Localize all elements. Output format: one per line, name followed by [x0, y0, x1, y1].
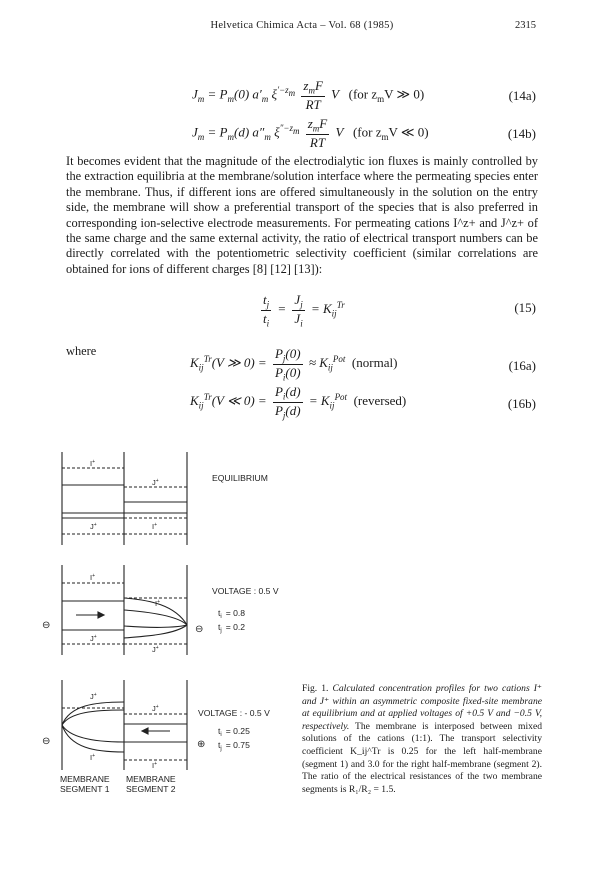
transport-number-tj: $t_j = 0.75$ — [218, 740, 250, 752]
segment2-label: SEGMENT 2 — [126, 784, 176, 794]
segment1-label: SEGMENT 1 — [60, 784, 110, 794]
equation-16b: $K_{ij}^{Tr}(V$ ≪ 0) = $\frac{P_i(d)}{P_j(d)}$ = $K_{ij}^{Pot}$ (reversed) — [190, 384, 407, 421]
ion-label-j: J+ — [90, 634, 97, 643]
figure-caption: Fig. 1. Calculated concentration profiles for two cations I⁺ and J⁺ within an asymmetric composite fixed-site membrane at equilibrium and at applied voltages of +0.5 V and −0.5 V, respectively. The membrane is interposed between mixed solutions of the cations (1:1). The transport selectivity coefficient K_ij^Tr is 0.25 for the left half-membrane (segment 1) and 3.0 for the right half-membrane (segment 2). The ratio of the electrical resistances of the two membrane segments is R₁/R₂ = 1.5. — [302, 683, 542, 795]
page-number: 2315 — [515, 20, 536, 31]
minus-electrode-icon: ⊖ — [42, 736, 51, 747]
segment1-label: MEMBRANE — [60, 774, 110, 784]
minus-electrode-icon: ⊖ — [195, 624, 204, 635]
transport-number-ti: $t_i = 0.25$ — [218, 726, 250, 738]
transport-number-tj: $t_j = 0.2$ — [218, 622, 246, 634]
ion-label-j: J+ — [90, 522, 97, 531]
ion-label-j: J+ — [90, 692, 97, 701]
equation-14b-number: (14b) — [507, 126, 536, 141]
equilibrium-label: EQUILIBRIUM — [212, 473, 268, 483]
body-paragraph: It becomes evident that the magnitude of the electrodialytic ion fluxes is mainly controlled by the extraction equilibria at the membrane/solution interface where the permeating species enter the membrane. Thus, if different ions are offered simultaneously in the solution on the entry side, the membrane will show a preferential transport of the species that is also preferred in corresponding ion-selective electrode measurements. For permeating cations I^z+ and J^z+ of the same charge and the same external activity, the ratio of electrical transport numbers can be directly correlated with the potentiometric selectivity coefficient (similar correlations are obtained for ions of different charges [8] [12] [13]): — [66, 154, 538, 276]
panel-positive-voltage — [62, 565, 187, 655]
ion-label-i: I+ — [90, 573, 96, 582]
equation-15-number: (15) — [514, 300, 536, 315]
ion-label-i: I+ — [90, 753, 96, 762]
minus-electrode-icon: ⊖ — [42, 620, 51, 631]
equation-16a: $K_{ij}^{Tr}(V$ ≫ 0) = $\frac{P_j(0)}{P_i(0)}$ ≈ $K_{ij}^{Pot}$ (normal) — [190, 346, 398, 383]
voltage-label-negative: VOLTAGE : - 0.5 V — [198, 708, 270, 718]
equation-14a: $J_m = P_m(0)$ $a'_m$ $\xi^{'-z_m}$ $\frac{z_mF}{RT}$ V (for $z_mV$ ≫ 0) — [192, 78, 425, 112]
equation-14b: $J_m = P_m(d)$ $a''_m$ $\xi^{''-z_m}$ $\frac{z_mF}{RT}$ V (for $z_mV$ ≪ 0) — [192, 116, 429, 150]
ion-label-i: I+ — [152, 761, 158, 770]
equation-14a-number: (14a) — [508, 88, 536, 103]
running-header: Helvetica Chimica Acta – Vol. 68 (1985) — [210, 20, 394, 31]
where-text: where — [66, 344, 97, 358]
ion-label-i: I+ — [155, 599, 161, 608]
transport-number-ti: $t_i = 0.8$ — [218, 608, 246, 620]
panel-negative-voltage — [62, 680, 187, 770]
segment2-label: MEMBRANE — [126, 774, 176, 784]
ion-label-i: I+ — [152, 522, 158, 531]
equation-16b-number: (16b) — [507, 396, 536, 411]
voltage-label-positive: VOLTAGE : 0.5 V — [212, 586, 279, 596]
panel-equilibrium — [62, 452, 187, 545]
ion-label-i: I+ — [90, 459, 96, 468]
equation-15: $\frac{t_j}{t_i}$ = $\frac{J_j}{J_i}$ = $K_{ij}^{Tr}$ — [263, 292, 345, 329]
ion-label-j: J+ — [152, 645, 159, 654]
ion-label-j: J+ — [152, 478, 159, 487]
equation-16a-number: (16a) — [508, 358, 536, 373]
ion-label-j: J+ — [152, 704, 159, 713]
plus-electrode-icon: ⊕ — [197, 739, 206, 750]
